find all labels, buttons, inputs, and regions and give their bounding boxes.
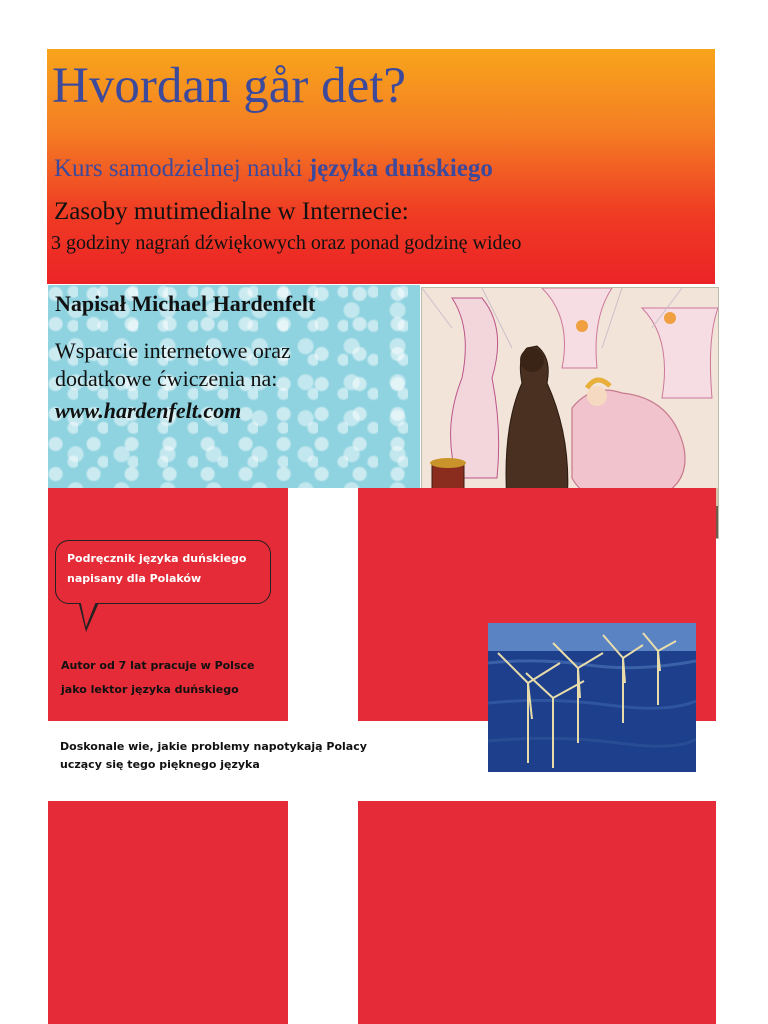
wind-farm-image — [488, 623, 696, 772]
problems-line-2: uczący się tego pięknego języka — [60, 758, 260, 771]
support-text — [55, 337, 291, 393]
speech-bubble-tail-fill — [80, 599, 97, 627]
experience-line-1: Autor od 7 lat pracuje w Polsce — [61, 659, 255, 672]
learner-problems-note — [60, 738, 367, 774]
speech-bubble — [55, 540, 271, 604]
book-title: Hvordan går det? — [52, 58, 407, 114]
author-experience-note — [61, 654, 254, 702]
subtitle-bold: języka duńskiego — [308, 155, 493, 182]
support-line-1: Wsparcie internetowe oraz — [55, 338, 291, 363]
cover-header — [47, 49, 715, 284]
resources-title: Zasoby mutimedialne w Internecie: — [54, 198, 409, 225]
author-name: Napisał Michael Hardenfelt — [55, 291, 316, 316]
website-link[interactable]: www.hardenfelt.com — [55, 398, 242, 423]
bubble-line-1: Podręcznik języka duńskiego — [67, 552, 247, 565]
resources-detail: 3 godziny nagrań dźwiękowych oraz ponad godzinę wideo — [51, 232, 522, 254]
wind-farm-drawing — [488, 623, 696, 772]
subtitle-prefix: Kurs samodzielnej nauki — [54, 155, 309, 182]
problems-line-1: Doskonale wie, jakie problemy napotykają Polacy — [60, 740, 367, 753]
support-line-2: dodatkowe ćwiczenia na: — [55, 366, 278, 391]
bubble-line-2: napisany dla Polaków — [67, 572, 202, 585]
book-subtitle — [54, 155, 493, 183]
speech-bubble-text — [67, 549, 246, 589]
experience-line-2: jako lektor języka duńskiego — [61, 683, 239, 696]
author-info-box — [48, 285, 420, 488]
